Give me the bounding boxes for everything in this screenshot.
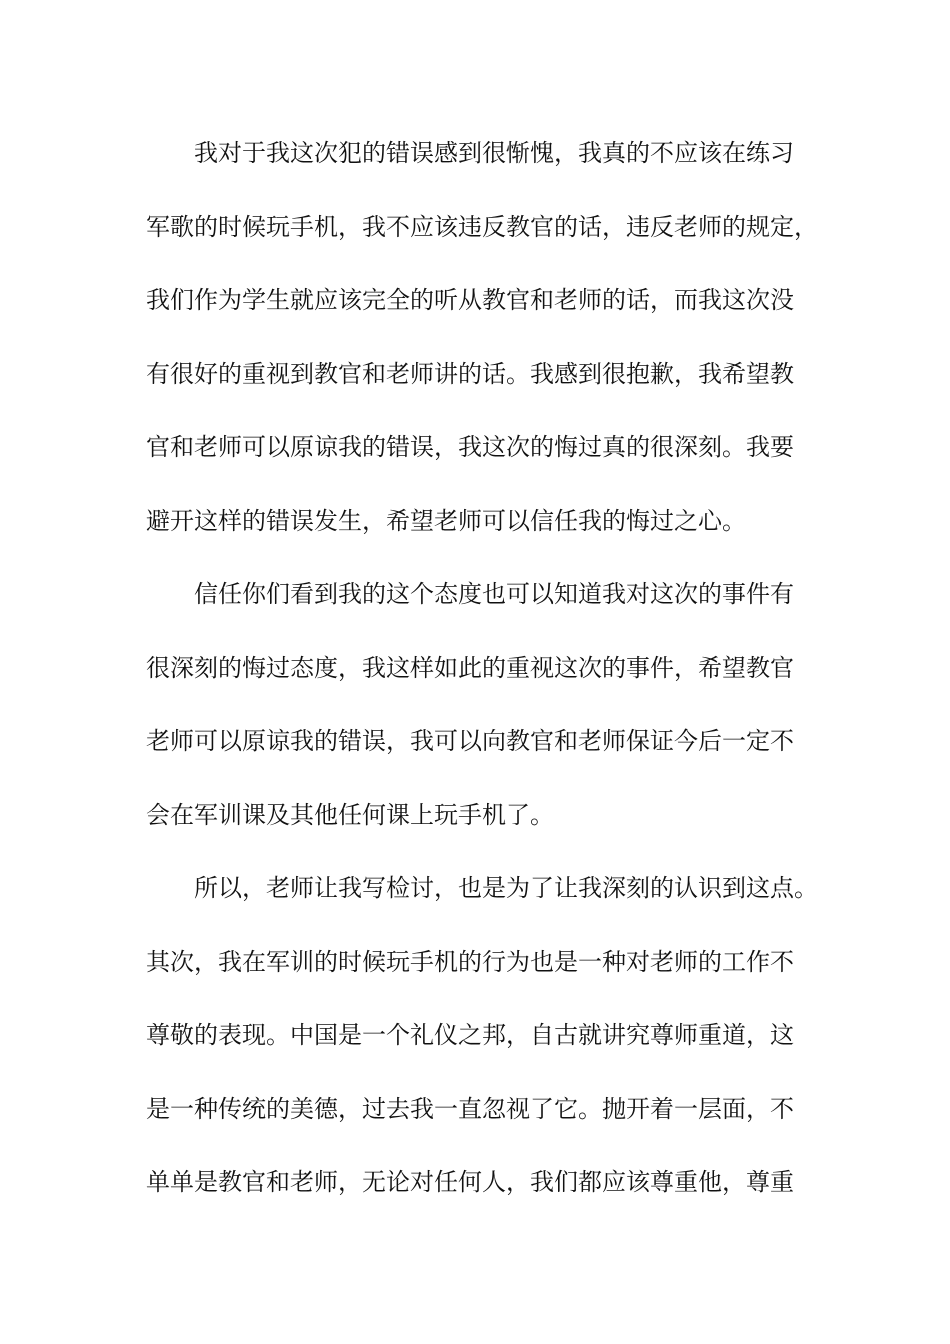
- text-line: 老师可以原谅我的错误，我可以向教官和老师保证今后一定不: [146, 727, 794, 755]
- text-line: 有很好的重视到教官和老师讲的话。我感到很抱歉，我希望教: [146, 359, 794, 388]
- document-body: [146, 126, 818, 1229]
- paragraph-3: [146, 861, 818, 1229]
- text-line: 其次，我在军训的时候玩手机的行为也是一种对老师的工作不: [146, 947, 794, 976]
- text-line: 单单是教官和老师，无论对任何人，我们都应该尊重他，尊重: [146, 1168, 794, 1196]
- text-line: 避开这样的错误发生，希望老师可以信任我的悔过之心。: [146, 506, 746, 535]
- text-line: 我们作为学生就应该完全的听从教官和老师的话，而我这次没: [146, 286, 794, 314]
- text-line: 尊敬的表现。中国是一个礼仪之邦，自古就讲究尊师重道，这: [146, 1021, 794, 1049]
- text-line: 会在军训课及其他任何课上玩手机了。: [146, 800, 554, 829]
- text-line: 信任你们看到我的这个态度也可以知道我对这次的事件有: [194, 580, 794, 608]
- text-line: 很深刻的悔过态度，我这样如此的重视这次的事件，希望教官: [146, 653, 794, 682]
- paragraph-2: [146, 567, 810, 861]
- text-line: 我对于我这次犯的错误感到很惭愧，我真的不应该在练习: [194, 139, 794, 167]
- text-line: 军歌的时候玩手机，我不应该违反教官的话，违反老师的规定，: [146, 212, 818, 241]
- text-line: 所以，老师让我写检讨，也是为了让我深刻的认识到这点。: [194, 874, 818, 902]
- text-line: 是一种传统的美德，过去我一直忽视了它。抛开着一层面，不: [146, 1094, 794, 1123]
- text-line: 官和老师可以原谅我的错误，我这次的悔过真的很深刻。我要: [146, 433, 794, 461]
- paragraph-1: [146, 126, 818, 567]
